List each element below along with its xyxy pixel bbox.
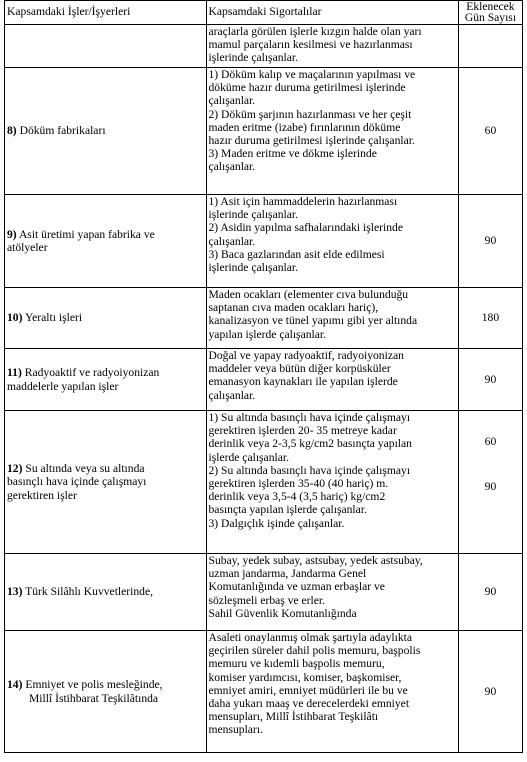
insured-cell — [206, 195, 458, 288]
insured-line: uzman jandarma, Jandarma Genel — [208, 567, 367, 581]
workplace-cell — [5, 411, 207, 554]
workplace-name: Su altında veya su altında — [25, 462, 145, 476]
insured-cell — [206, 631, 458, 753]
insured-line: işlerinde çalışanlar. — [208, 208, 298, 222]
insured-line: daha yukarı maaş ve derecelerdeki emniyet — [208, 697, 410, 711]
insured-line: işlerinde çalışanlar. — [208, 261, 298, 275]
insured-line: derinlik veya 3,5-4 (3,5 hariç) kg/cm2 — [208, 490, 386, 504]
header-workplaces: Kapsamdaki İşler/İşyerleri — [5, 1, 207, 25]
insured-line: emanasyon kaynakları ile yapılan işlerde — [208, 375, 398, 389]
insured-line: yapılan işlerde çalışanlar. — [208, 327, 326, 341]
table-row — [5, 288, 523, 349]
insured-line: Doğal ve yapay radyoaktif, radyoiyonizan — [208, 349, 404, 362]
insured-cell — [206, 25, 458, 68]
insured-line: Subay, yedek subay, astsubay, yedek astsubay, — [208, 554, 423, 567]
insured-line: Asaleti onaylanmış olmak şartıyla adaylıkta — [208, 631, 412, 644]
insured-line: çalışanlar. — [208, 94, 256, 108]
insured-line: çalışanlar. — [208, 160, 256, 174]
table-header-row — [5, 1, 523, 25]
workplace-name: Asit üretimi yapan fabrika ve — [18, 227, 155, 241]
insured-line: emniyet amiri, emniyet müdürleri ile bu ve — [208, 683, 408, 697]
workplace-name: Radyoaktif ve radyoiyonizan — [24, 366, 160, 380]
insurance-table — [4, 0, 523, 753]
insured-line: gerektiren işlerden 35-40 (40 hariç) m. — [208, 477, 389, 491]
insured-line: çalışanlar. — [208, 388, 256, 402]
insured-line: çalışanlar. — [208, 234, 256, 248]
insured-line: komiser yardımcısı, komiser, başkomiser, — [208, 670, 402, 684]
days-value-1: 60 — [484, 435, 497, 448]
workplace-name: Emniyet ve polis mesleğinde, — [25, 678, 163, 692]
insured-line: 2) Su altında basınçlı hava içinde çalışmayı — [208, 463, 411, 477]
insured-cell — [206, 349, 458, 411]
insured-line: basınçta yapılan işlerde çalışanlar. — [208, 503, 367, 517]
workplace-cell — [5, 631, 207, 753]
workplace-name: Yeraltı işleri — [24, 311, 83, 325]
table-row — [5, 411, 523, 554]
workplace-cell — [5, 195, 207, 288]
days-spacer — [461, 464, 520, 480]
days-cell: 90 — [458, 631, 522, 753]
insured-line: 1) Asit için hammaddelerin hazırlanması — [208, 195, 398, 208]
days-cell: 90 — [458, 195, 522, 288]
table-row — [5, 25, 523, 68]
insured-line: Sahil Güvenlik Komutanlığında — [208, 606, 357, 620]
insured-line: mensupları. — [208, 723, 263, 737]
insured-line: mensupları, Millî İstihbarat Teşkilâtı — [208, 710, 379, 724]
workplace-cell — [5, 25, 207, 68]
days-cell: 60 — [458, 68, 522, 195]
days-cell: 90 — [458, 349, 522, 411]
workplace-name: Türk Silâhlı Kuvvetlerinde, — [25, 585, 153, 599]
insured-cell — [206, 288, 458, 349]
workplace-cell — [5, 349, 207, 411]
days-spacer — [461, 448, 520, 464]
insured-line: 2) Döküm şarjının hazırlanması ve her çeşit — [208, 107, 412, 121]
insured-line: geçirilen süreler dahil polis memuru, başpolis — [208, 644, 421, 658]
insured-line: 3) Dalgıçlık işinde çalışanlar. — [208, 516, 345, 530]
insured-line: döküme hazır duruma getirilmesi işlerinde — [208, 81, 406, 95]
days-cell: 90 — [458, 554, 522, 631]
table-row — [5, 68, 523, 195]
workplace-name-cont: atölyeler — [7, 241, 48, 254]
header-days — [458, 1, 522, 25]
insured-line: derinlik veya 2-3,5 kg/cm2 basınçta yapılan — [208, 437, 412, 451]
insured-line: 3) Maden eritme ve dökme işlerinde — [208, 147, 377, 161]
item-number: 11) — [7, 366, 22, 380]
insured-line: 1) Döküm kalıp ve maçalarının yapılması ve — [208, 68, 416, 81]
insured-line: Maden ocakları (elementer cıva bulunduğu — [208, 288, 409, 301]
days-cell — [458, 25, 522, 68]
insured-line: saptanan cıva maden ocakları hariç), — [208, 301, 379, 315]
workplace-name-cont: Millî İstihbarat Teşkilâtında — [29, 691, 159, 705]
document-page — [4, 0, 523, 753]
workplace-cell — [5, 68, 207, 195]
insured-line: hazır duruma getirilmesi işlerinde çalışanlar. — [208, 134, 415, 148]
header-insured: Kapsamdaki Sigortalılar — [206, 1, 458, 25]
workplace-name-cont: maddelerle yapılan işler — [7, 379, 119, 393]
insured-line: 3) Baca gazlarından asit elde edilmesi — [208, 247, 385, 261]
workplace-name: Döküm fabrikaları — [19, 124, 106, 138]
item-number: 13) — [7, 585, 23, 599]
workplace-cell — [5, 554, 207, 631]
insured-line: mamul parçaların kesilmesi ve hazırlanması — [208, 38, 413, 52]
table-row — [5, 554, 523, 631]
item-number: 8) — [7, 124, 17, 138]
days-cell — [458, 411, 522, 554]
days-cell: 180 — [458, 288, 522, 349]
insured-line: işlerde çalışanlar. — [208, 450, 289, 464]
header-days-line1: Eklenecek — [466, 0, 515, 13]
insured-cell — [206, 68, 458, 195]
insured-cell — [206, 554, 458, 631]
workplace-cell — [5, 288, 207, 349]
insured-line: 1) Su altında basınçlı hava içinde çalışmayı — [208, 411, 411, 424]
insured-cell — [206, 411, 458, 554]
insured-line: maden eritme (izabe) fırınlarının döküme — [208, 120, 401, 134]
item-number: 12) — [7, 462, 23, 476]
header-days-line2: Gün Sayısı — [464, 11, 517, 24]
insured-line: Komutanlığında ve uzman erbaşlar ve — [208, 580, 385, 594]
insured-line: işlerinde çalışanlar. — [208, 51, 298, 65]
insured-line: 2) Asidin yapılma safhalarındaki işlerinde — [208, 221, 403, 235]
item-number: 10) — [7, 311, 23, 325]
table-row — [5, 195, 523, 288]
insured-line: gerektiren işlerden 20- 35 metreye kadar — [208, 424, 397, 438]
insured-line: sözleşmeli erbaş ve erler. — [208, 593, 326, 607]
workplace-name-cont: gerektiren işler — [7, 488, 77, 502]
item-number: 9) — [7, 227, 17, 241]
workplace-name-cont: basınçlı hava içinde çalışmayı — [7, 475, 147, 489]
insured-line: araçlarla görülen işlerle kızgın halde olan yarı — [208, 25, 422, 38]
insured-line: memuru ve kıdemli başpolis memuru, — [208, 657, 385, 671]
table-row — [5, 631, 523, 753]
table-row — [5, 349, 523, 411]
insured-line: maddeler veya bütün diğer korpüsküler — [208, 362, 391, 376]
insured-line: kanalizasyon ve tünel yapımı gibi yer altında — [208, 314, 418, 328]
days-value-2: 90 — [484, 480, 497, 494]
item-number: 14) — [7, 678, 23, 692]
